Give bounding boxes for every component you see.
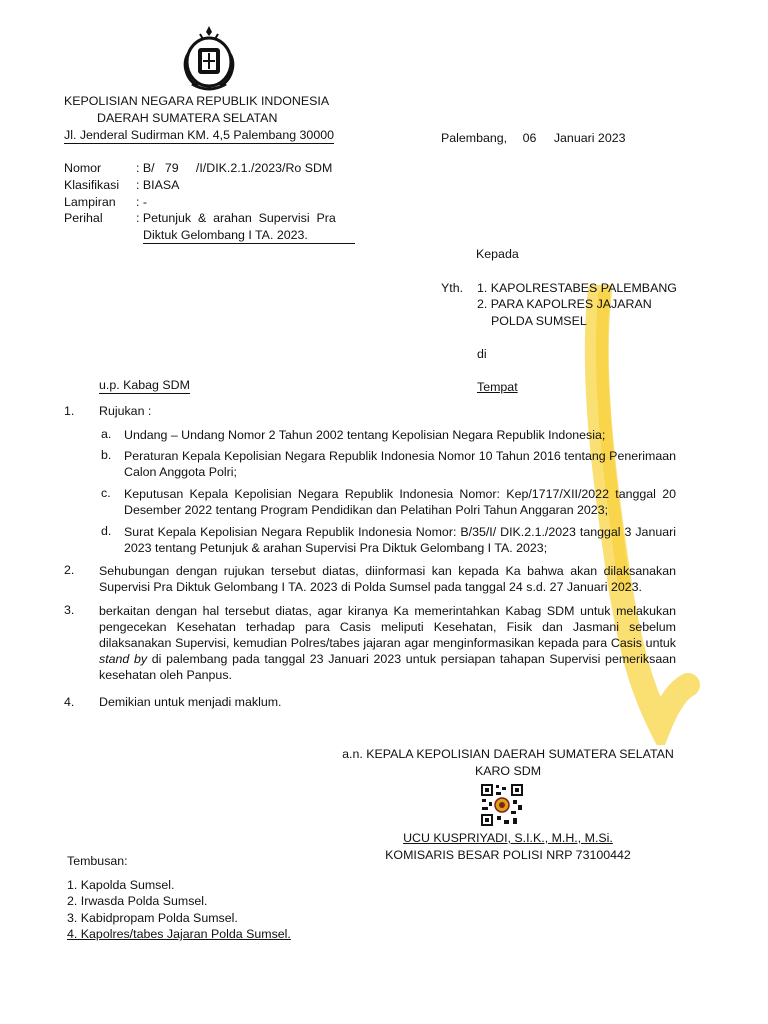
police-crest-icon [178, 24, 240, 92]
klasifikasi-value: : BIASA [136, 178, 180, 192]
signature-position: KARO SDM [474, 764, 542, 778]
p3-text-a: berkaitan dengan hal tersebut diatas, agar kiranya Ka memerintahkan Kabag SDM untuk melakukan pengecekan Kesehatan terhadap para Casis meliputi Kesehatan, Fisik dan Jasmani sebelum dilaksanakan Supervisi, kemudian Polres/tabes jajaran agar menginformasikan kepada para Casis untuk [99, 604, 676, 650]
p2-number: 2. [64, 563, 75, 577]
nomor-label: Nomor [64, 161, 102, 175]
ref-text-b: Peraturan Kepala Kepolisian Negara Republik Indonesia Nomor 10 Tahun 2016 tentang Penerimaan Calon Anggota Polri; [124, 449, 676, 479]
ref-letter-c: c. [101, 486, 111, 500]
tembusan-item: 2. Irwasda Polda Sumsel. [67, 894, 208, 908]
di-label: di [477, 347, 487, 361]
kepada-label: Kepada [476, 247, 519, 261]
date-day: 06 [522, 131, 537, 145]
recipient-line-3: POLDA SUMSEL [491, 314, 587, 328]
lampiran-label: Lampiran [64, 195, 116, 209]
date-line [441, 131, 626, 145]
klasifikasi-label: Klasifikasi [64, 178, 120, 192]
p2-text: Sehubungan dengan rujukan tersebut diatas, diinformasi kan kepada Ka bahwa akan dilaksanakan Supervisi Pra Diktuk Gelombang I TA. 2023 di Polda Sumsel pada tanggal 24 s.d. 27 Januari 2023. [99, 564, 676, 594]
recipient-line-1: 1. KAPOLRESTABES PALEMBANG [477, 281, 677, 295]
ref-text-d: Surat Kepala Kepolisian Negara Republik Indonesia Nomor: B/35/I/ DIK.2.1./2023 tanggal 3 Januari 2023 tentang Petunjuk & arahan Supervisi Pra Diktuk Gelombang I TA. 2023; [124, 525, 676, 555]
tembusan-item: 1. Kapolda Sumsel. [67, 878, 175, 892]
nomor-value: : B/ 79 /I/DIK.2.1./2023/Ro SDM [136, 161, 333, 175]
ref-letter-d: d. [101, 524, 112, 538]
lampiran-value: : - [136, 195, 148, 209]
date-city: Palembang, [441, 131, 508, 145]
perihal-value-2: Diktuk Gelombang I TA. 2023. [143, 228, 355, 244]
p1-number: 1. [64, 404, 75, 418]
ref-text-c: Keputusan Kepala Kepolisian Negara Republik Indonesia Nomor: Kep/1717/XII/2022 tanggal 20 Desember 2022 tentang Program Pendidikan dan Pelatihan Polri Tahun Anggaran 2023; [124, 487, 676, 517]
tembusan-item: 4. Kapolres/tabes Jajaran Polda Sumsel. [67, 927, 291, 941]
qr-code-icon [480, 783, 524, 827]
ref-letter-b: b. [101, 448, 112, 462]
tembusan-title: Tembusan: [67, 854, 128, 868]
signatory-rank: KOMISARIS BESAR POLISI NRP 73100442 [385, 848, 631, 862]
perihal-value-1: : Petunjuk & arahan Supervisi Pra [136, 211, 336, 225]
recipient-line-2: 2. PARA KAPOLRES JAJARAN [477, 297, 652, 311]
ref-letter-a: a. [101, 427, 112, 441]
tempat-label: Tempat [477, 380, 518, 394]
date-month-year: Januari 2023 [553, 131, 626, 145]
p4-number: 4. [64, 695, 75, 709]
ref-text-a: Undang – Undang Nomor 2 Tahun 2002 tentang Kepolisian Negara Republik Indonesia; [124, 428, 606, 442]
org-name: KEPOLISIAN NEGARA REPUBLIK INDONESIA [64, 94, 330, 108]
p3-italic: stand by [99, 652, 148, 666]
p3-text-b: di palembang pada tanggal 23 Januari 2023 untuk persiapan tahapan Supervisi pemeriksaan kesehatan oleh Panpus. [99, 652, 676, 682]
p1-title: Rujukan : [99, 404, 152, 418]
org-address: Jl. Jenderal Sudirman KM. 4,5 Palembang 30000 [64, 128, 334, 142]
tembusan-item: 3. Kabidpropam Polda Sumsel. [67, 911, 238, 925]
p3-text [99, 603, 676, 683]
p3-number: 3. [64, 603, 75, 617]
yth-label: Yth. [441, 281, 464, 295]
p4-text: Demikian untuk menjadi maklum. [99, 695, 282, 709]
up-label: u.p. Kabag SDM [99, 378, 190, 392]
perihal-label: Perihal [64, 211, 103, 225]
signatory-name: UCU KUSPRIYADI, S.I.K., M.H., M.Si. [403, 831, 613, 845]
signature-title: a.n. KEPALA KEPOLISIAN DAERAH SUMATERA SELATAN [342, 747, 674, 761]
org-region: DAERAH SUMATERA SELATAN [97, 111, 278, 125]
